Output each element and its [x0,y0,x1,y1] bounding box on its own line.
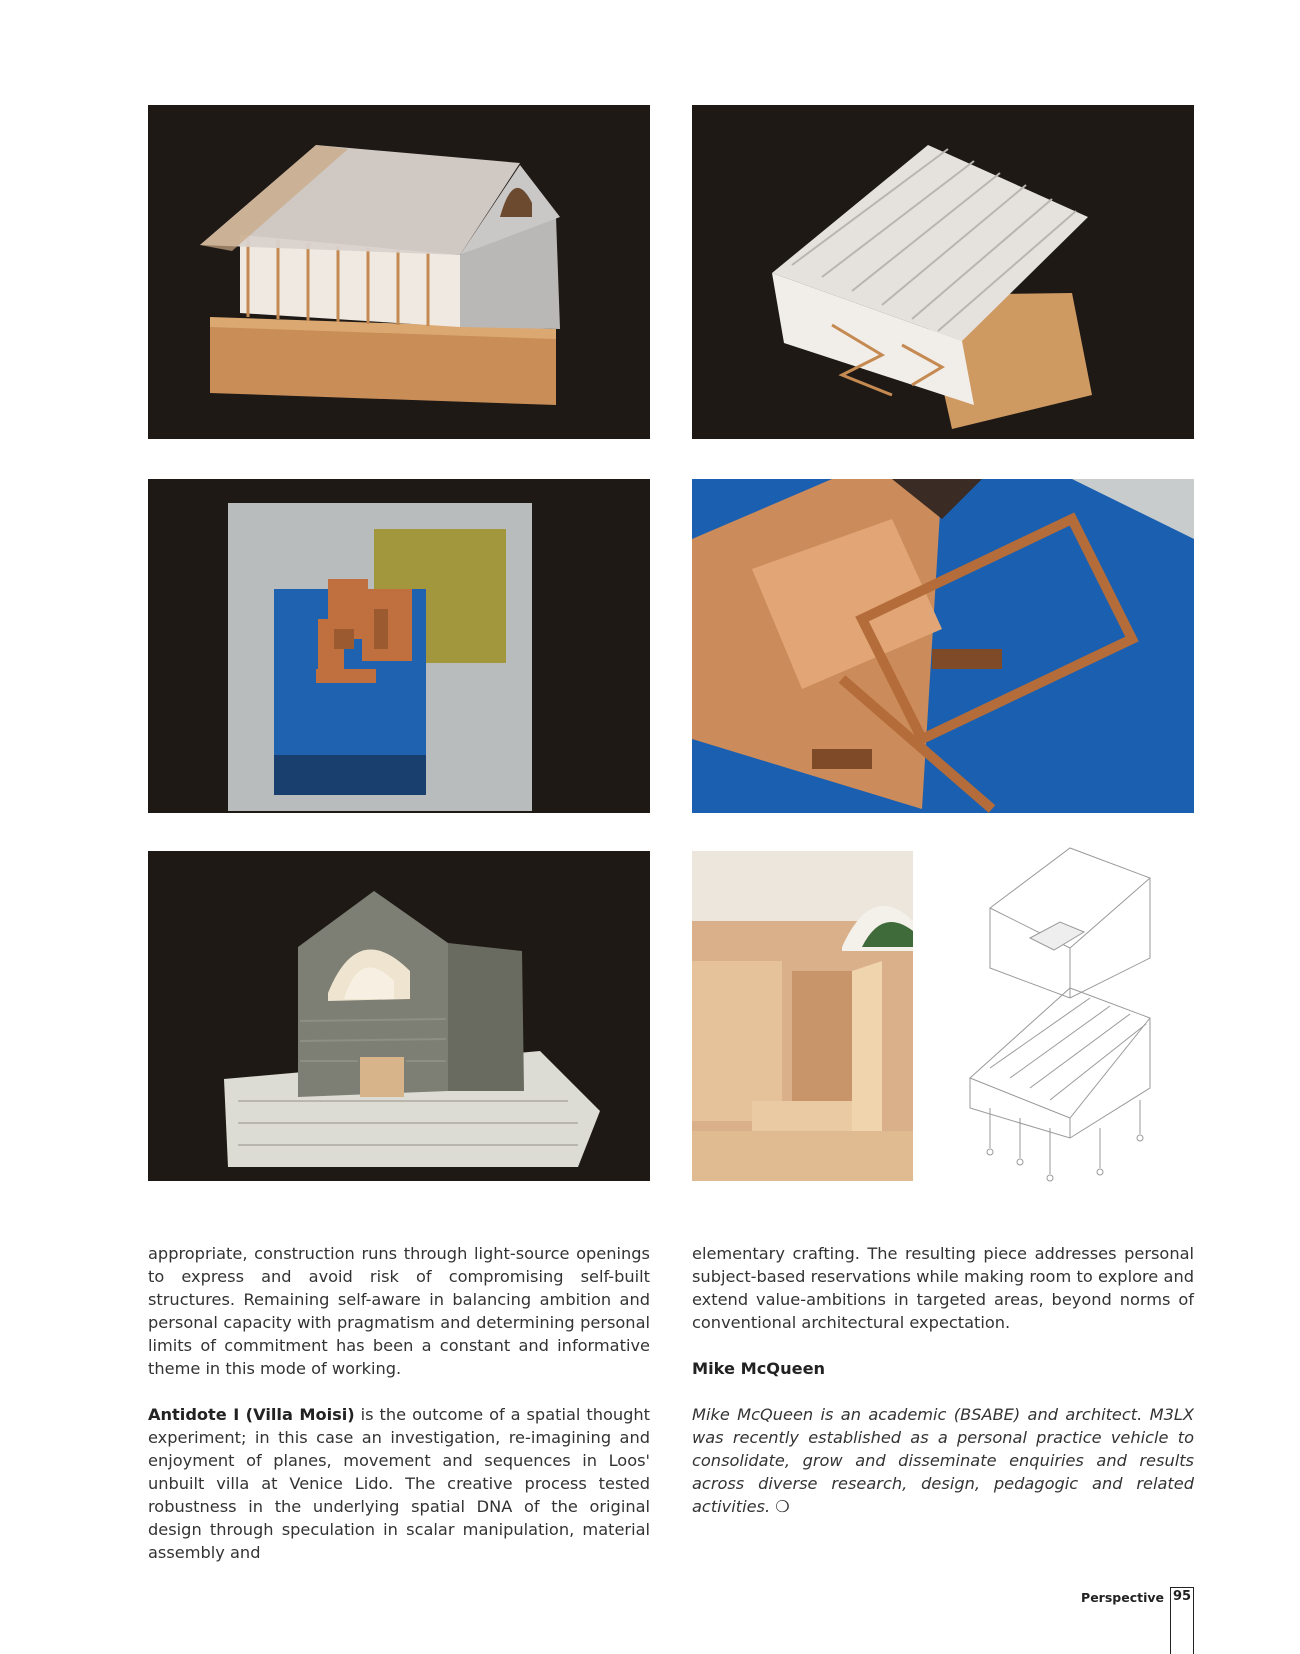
author-heading: Mike McQueen [692,1359,826,1378]
photo-model-white-frame [692,105,1194,439]
photo-model-interior [692,851,913,1181]
photo-model-textured-house [148,851,650,1181]
photo-model-timber-house [148,105,650,439]
end-mark-icon: ❍ [775,1497,790,1516]
paragraph-antidote-text: is the outcome of a spatial thought experiment; in this case an investigation, re-imagining and enjoyment of planes, movement and sequences in Loos' unbuilt villa at Venice Lido. The creative process tested robustness in the underlying spatial DNA of the original design through speculation in scalar manipulation, material assembly and [148,1405,650,1562]
photo-model-closeup [692,479,1194,813]
paragraph-intro-continued: appropriate, construction runs through light-source openings to express and avoid risk of compromising self-built structures. Remaining self-aware in balancing ambition and personal capacity with pragmatism and determining personal limits of commitment has been a constant and informative theme in this mode of working. [148,1244,650,1378]
paragraph-conclusion: elementary crafting. The resulting piece addresses personal subject-based reservations while making room to explore and extend value-ambitions in targeted areas, beyond norms of conventional architectural expectation. [692,1244,1194,1332]
author-bio [692,1403,1194,1518]
footer-section-label: Perspective [1081,1590,1164,1605]
paragraph-antidote [148,1403,650,1564]
page-number: 95 [1172,1589,1192,1604]
left-text-column [148,1242,650,1587]
right-text-column [692,1242,1194,1541]
author-bio-text: Mike McQueen is an academic (BSABE) and architect. M3LX was recently established as a personal practice vehicle to consolidate, grow and disseminate enquiries and results across diverse research, design, pedagogic and related activities. [692,1405,1194,1516]
drawing-axonometric [960,838,1172,1190]
project-title: Antidote I (Villa Moisi) [148,1405,355,1424]
photo-model-plan-view [148,479,650,813]
